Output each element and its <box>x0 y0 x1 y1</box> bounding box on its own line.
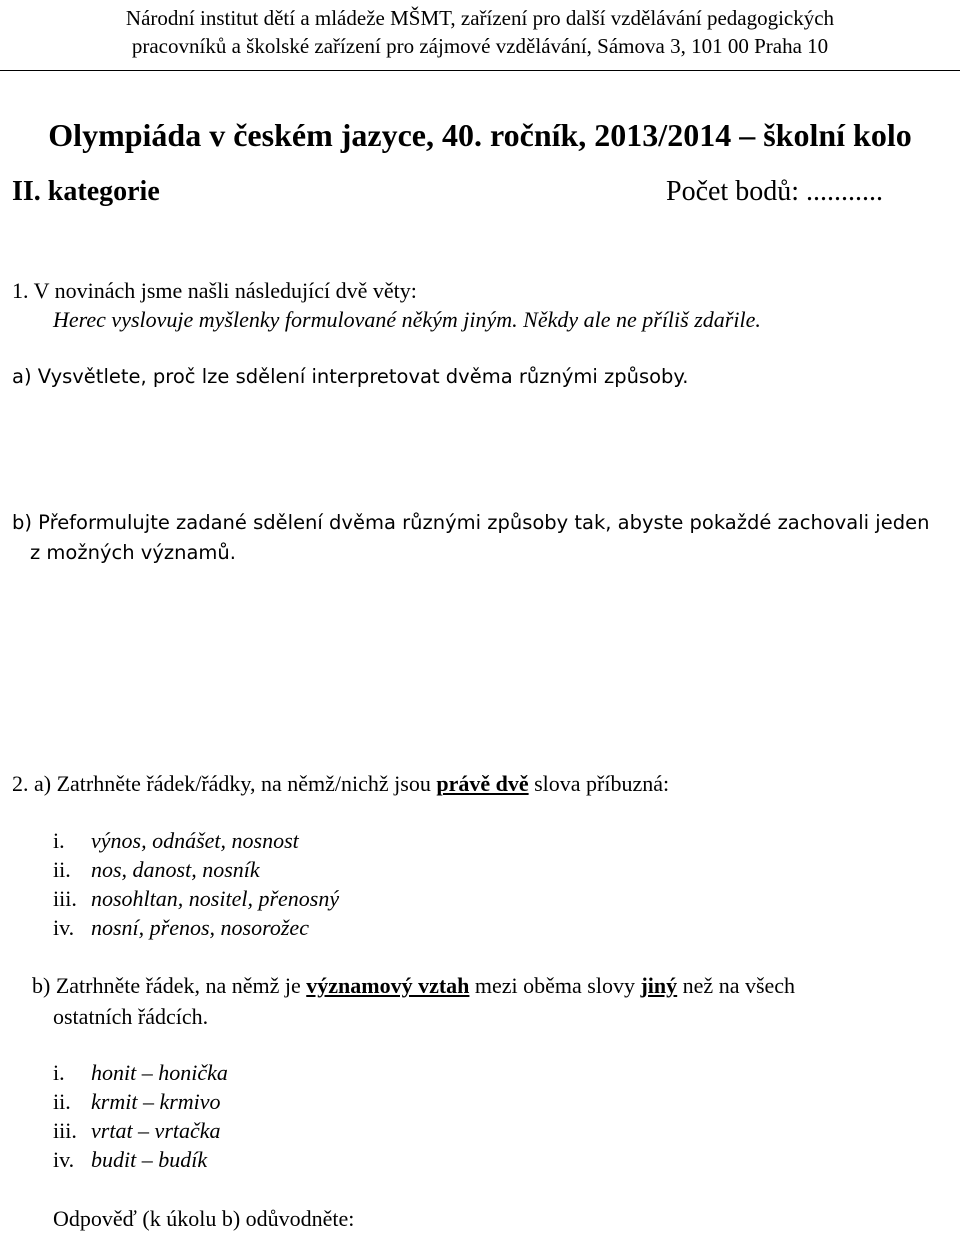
list-item-text: krmit – krmivo <box>91 1089 221 1114</box>
task2-question-b-line1 <box>32 971 795 1001</box>
task2-b-prefix: b) Zatrhněte řádek, na němž je <box>32 973 307 998</box>
task2-b-item-4 <box>53 1145 207 1175</box>
list-number: iv. <box>53 915 75 940</box>
task2-b-item-1 <box>53 1058 228 1088</box>
list-number: ii. <box>53 1089 71 1114</box>
document-title: Olympiáda v českém jazyce, 40. ročník, 2013/2014 – školní kolo <box>48 117 912 153</box>
list-number: i. <box>53 1060 65 1085</box>
list-item-text: výnos, odnášet, nosnost <box>91 828 299 853</box>
task1-quote: Herec vyslovuje myšlenky formulované někým jiným. Někdy ale ne příliš zdařile. <box>53 307 761 332</box>
task2-a-item-2 <box>53 855 260 885</box>
task2-b-emphasis-2: jiný <box>640 973 678 998</box>
list-item-text: nos, danost, nosník <box>91 857 260 882</box>
task2-answer-prompt: Odpověď (k úkolu b) odůvodněte: <box>53 1206 355 1231</box>
list-number: i. <box>53 828 65 853</box>
institution-line-1: Národní institut dětí a mládeže MŠMT, zařízení pro další vzdělávání pedagogických <box>125 6 835 30</box>
points-label: Počet bodů: ........... <box>666 176 883 207</box>
list-item-text: vrtat – vrtačka <box>91 1118 221 1143</box>
task2-a-item-4 <box>53 913 309 943</box>
task1-question-a: a) Vysvětlete, proč lze sdělení interpretovat dvěma různými způsoby. <box>12 365 689 388</box>
task1-question-b-line2: z možných významů. <box>30 541 236 564</box>
task2-a-item-1 <box>53 826 299 856</box>
task2-b-middle: mezi oběma slovy <box>469 973 641 998</box>
task2-b-item-2 <box>53 1087 221 1117</box>
task2-b-emphasis-1: významový vztah <box>306 973 470 998</box>
header-divider <box>0 70 960 71</box>
institution-line-2: pracovníků a školské zařízení pro zájmové vzdělávání, Sámova 3, 101 00 Praha 10 <box>131 34 829 58</box>
task2-a-prefix: 2. a) Zatrhněte řádek/řádky, na němž/nichž jsou <box>12 771 437 796</box>
list-item-text: budit – budík <box>91 1147 208 1172</box>
list-number: ii. <box>53 857 71 882</box>
list-item-text: honit – honička <box>91 1060 228 1085</box>
task1-intro: 1. V novinách jsme našli následující dvě věty: <box>12 278 417 303</box>
list-number: iii. <box>53 886 77 911</box>
task2-b-item-3 <box>53 1116 221 1146</box>
category-label: II. kategorie <box>12 176 160 207</box>
task1-question-b-line1: b) Přeformulujte zadané sdělení dvěma různými způsoby tak, abyste pokaždé zachovali jeden <box>12 511 930 534</box>
task2-question-a <box>12 769 669 799</box>
list-number: iii. <box>53 1118 77 1143</box>
list-item-text: nosní, přenos, nosorožec <box>91 915 309 940</box>
task2-b-suffix: než na všech <box>677 973 796 998</box>
list-number: iv. <box>53 1147 75 1172</box>
task2-a-item-3 <box>53 884 339 914</box>
task2-a-suffix: slova příbuzná: <box>528 771 670 796</box>
list-item-text: nosohltan, nositel, přenosný <box>91 886 340 911</box>
task2-question-b-line2: ostatních řádcích. <box>53 1004 209 1029</box>
task2-a-emphasis: právě dvě <box>436 771 529 796</box>
